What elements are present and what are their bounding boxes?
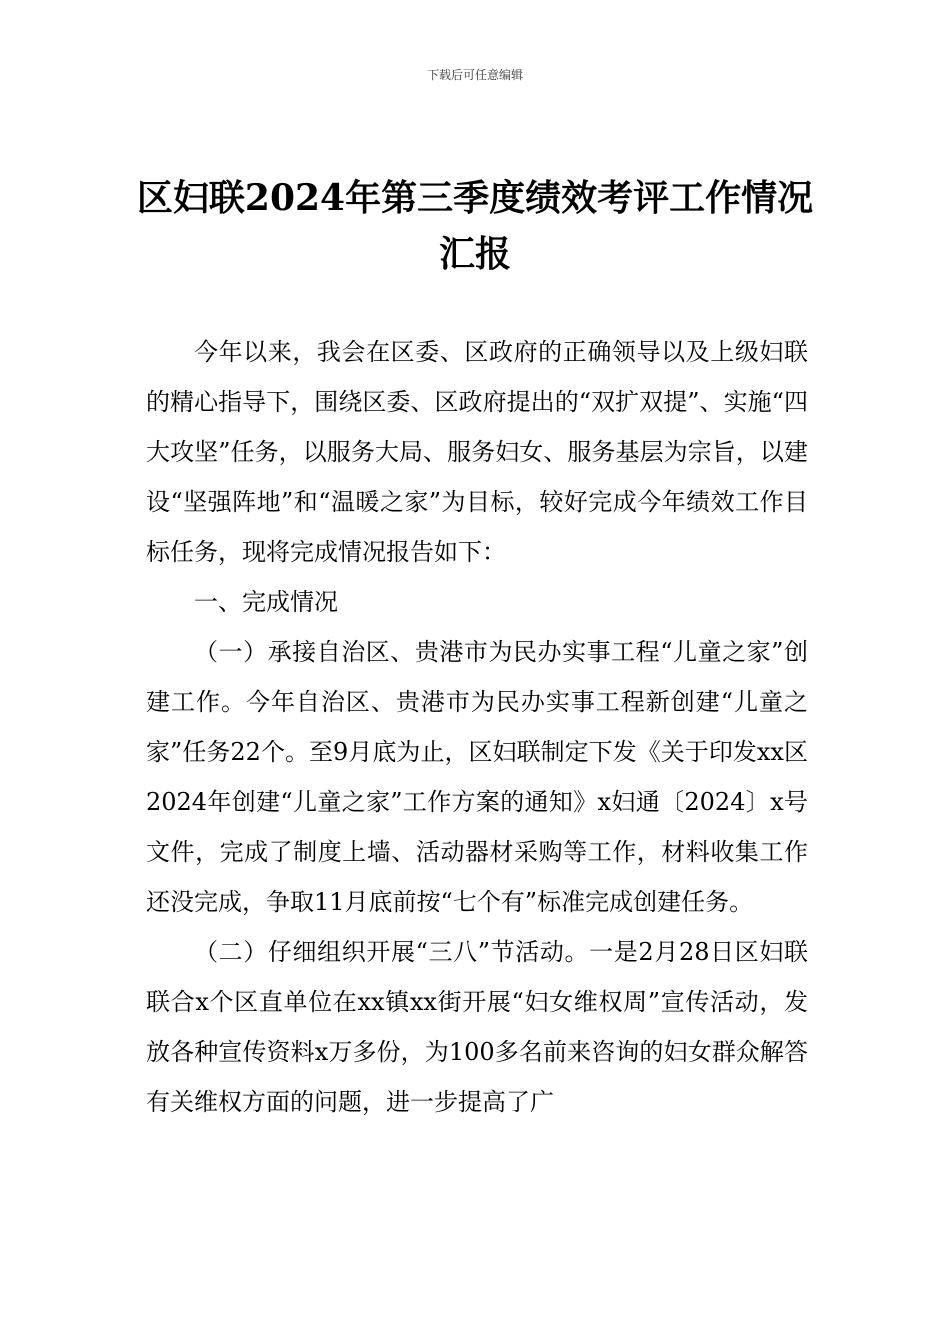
document-body (146, 327, 808, 1127)
body-paragraph: （一）承接自治区、贵港市为民办实事工程“儿童之家”创建工作。今年自治区、贵港市为民办实事工程新创建“儿童之家”任务22个。至9月底为止，区妇联制定下发《关于印发xx区2024年创建“儿童之家”工作方案的通知》x妇通〔2024〕x号文件，完成了制度上墙、活动器材采购等工作，材料收集工作还没完成，争取11月底前按“七个有”标准完成创建任务。 (146, 638, 808, 916)
body-paragraph: （二）仔细组织开展“三八”节活动。一是2月28日区妇联联合x个区直单位在xx镇xx街开展“妇女维权周”宣传活动，发放各种宣传资料x万多份，为100多名前来咨询的妇女群众解答有关维权方面的问题，进一步提高了广 (146, 938, 808, 1116)
intro-paragraph: 今年以来，我会在区委、区政府的正确领导以及上级妇联的精心指导下，围绕区委、区政府提出的“双扩双提”、实施“四大攻坚”任务，以服务大局、服务妇女、服务基层为宗旨，以建设“坚强阵地”和“温暖之家”为目标，较好完成今年绩效工作目标任务，现将完成情况报告如下： (146, 338, 808, 566)
document-title: 区妇联2024年第三季度绩效考评工作情况汇报 (136, 177, 814, 275)
header-note: 下载后可任意编辑 (426, 68, 523, 82)
section-heading: 一、完成情况 (194, 588, 338, 616)
